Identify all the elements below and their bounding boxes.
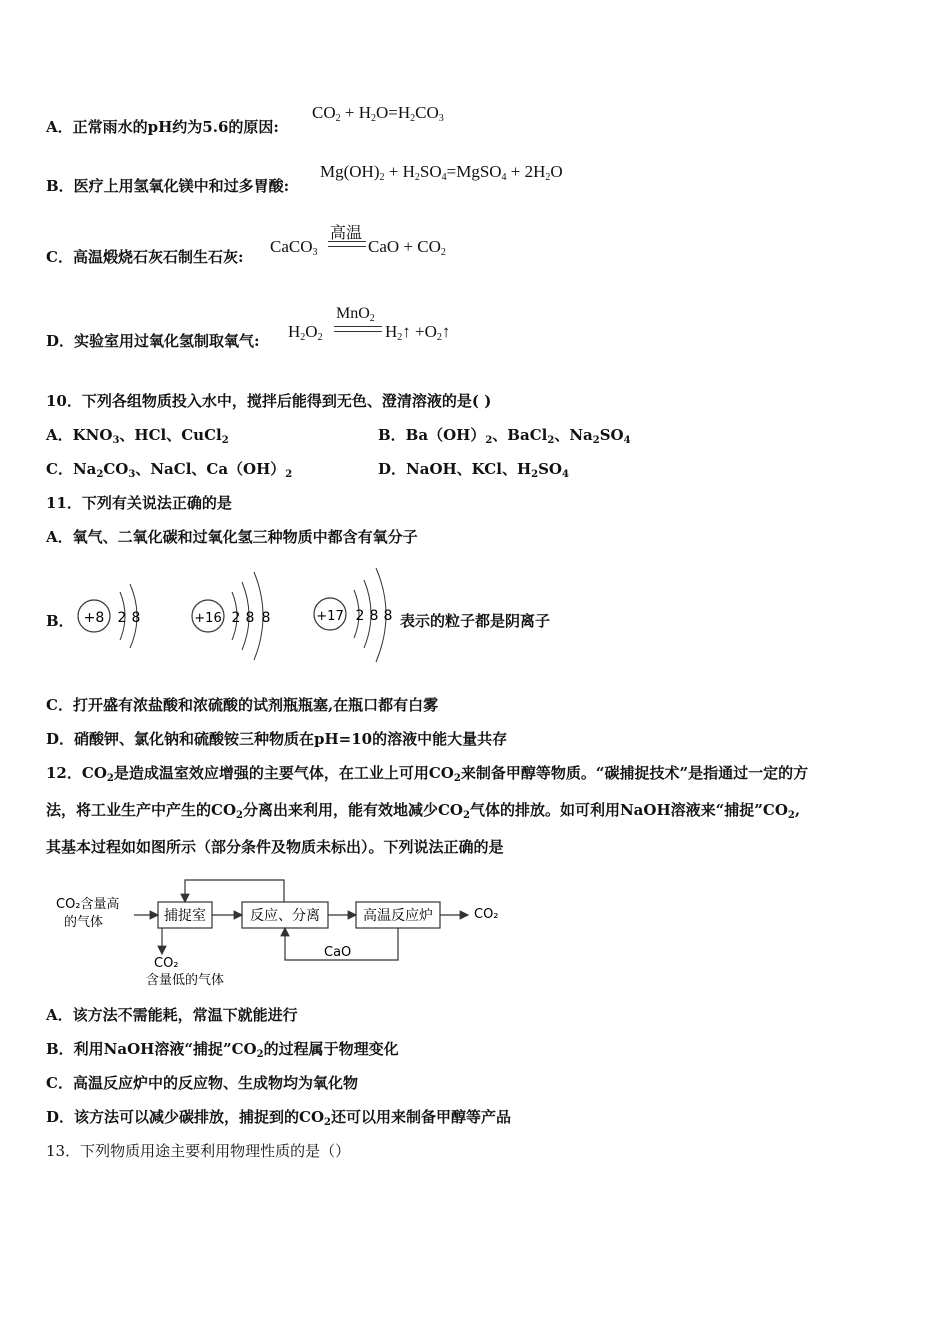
svg-text:+17: +17 — [316, 609, 344, 624]
q10-option-c: C．$Na_2CO_3$、NaCl、$Ca(OH)_2$ — [46, 460, 293, 480]
svg-text:2: 2 — [355, 608, 365, 624]
flow-output: CO₂ — [474, 907, 499, 922]
q9-option-c — [46, 246, 243, 267]
svg-text:8: 8 — [261, 610, 271, 626]
q9-option-d-equals — [334, 326, 382, 332]
q11-option-b-label: B． — [46, 612, 74, 630]
flow-input-line1: CO₂含量高 — [56, 897, 120, 912]
q9-option-c-equals — [328, 241, 366, 247]
q11-option-b-suffix: 表示的粒子都是阴离子 — [400, 612, 551, 630]
atom-oxygen-ion — [78, 576, 146, 656]
q11-option-d: D．硝酸钾、氯化钠和硫酸铵三种物质在pH=10的溶液中能大量共存 — [46, 730, 508, 748]
svg-text:8: 8 — [383, 608, 393, 624]
q11-stem: 11．下列有关说法正确的是 — [46, 494, 232, 512]
q12-stem-line2: 法，将工业生产中产生的$CO_2$分离出来利用，能有效地减少$CO_2$气体的排放。如可利用NaOH溶液来“捕捉$”CO_2$, — [46, 801, 801, 821]
flow-bottom-line1: CO₂ — [154, 956, 179, 971]
svg-text:反应、分离: 反应、分离 — [250, 908, 320, 924]
q12-stem-line1: 12．$CO_2$是造成温室效应增强的主要气体，在工业上可用$CO_2$来制备甲醇等物质。“碳捕捉技术”是指通过一定的方 — [46, 764, 809, 784]
q10-option-b: B．$Ba(OH)_2$、BaCl$_2$、$Na_2SO_4$ — [378, 426, 631, 446]
q9-option-d-condition: MnO$_2$ — [336, 305, 375, 324]
q9-option-b-equation: $Mg(OH)_2$ + $H_2SO_4=MgSO_4 + 2H_2O$ — [320, 162, 563, 183]
q9-option-c-label: C．高温煅烧石灰石制生石灰: — [46, 248, 244, 266]
flow-input-line2: 的气体 — [64, 915, 104, 930]
q12-option-a: A．该方法不需能耗，常温下就能进行 — [46, 1006, 298, 1024]
svg-text:+16: +16 — [194, 611, 222, 626]
q9-option-c-left: CaCO$_3$ — [270, 237, 318, 258]
q9-option-c-condition: 高温 — [330, 225, 363, 242]
svg-text:2: 2 — [231, 610, 241, 626]
q12-option-d: D．该方法可以减少碳排放，捕捉到的$CO_2$还可以用来制备甲醇等产品 — [46, 1108, 511, 1128]
svg-text:8: 8 — [369, 608, 379, 624]
flow-bottom-line2: 含量低的气体 — [146, 973, 225, 988]
q11-option-a: A．氧气、二氧化碳和过氧化氢三种物质中都含有氧分子 — [46, 528, 418, 546]
q12-stem-line3: 其基本过程如如图所示（部分条件及物质未标出）。下列说法正确的是 — [46, 838, 504, 856]
q10-stem: 10．下列各组物质投入水中，搅拌后能得到无色、澄清溶液的是( ) — [46, 392, 492, 410]
q9-option-d — [46, 330, 260, 351]
atom-structure-diagrams — [72, 562, 402, 672]
carbon-capture-flow-diagram — [54, 872, 514, 992]
atom-sulfur-ion — [192, 572, 270, 660]
q9-option-a — [46, 116, 279, 137]
q11-option-c: C．打开盛有浓盐酸和浓硫酸的试剂瓶瓶塞,在瓶口都有白雾 — [46, 696, 439, 714]
q10-option-d: D．NaOH、KCl、$H_2SO_4$ — [378, 460, 569, 480]
q9-option-a-equation: $CO_2 + H_2O=H_2CO_3$ — [312, 103, 444, 124]
q10-option-a: A．$KNO_3$、HCl、CuCl$_2$ — [46, 426, 229, 446]
q12-option-c: C．高温反应炉中的反应物、生成物均为氧化物 — [46, 1074, 358, 1092]
q9-option-b-label: B．医疗上用氢氧化镁中和过多胃酸: — [46, 177, 290, 195]
svg-text:2: 2 — [117, 610, 127, 626]
svg-text:8: 8 — [245, 610, 255, 626]
q9-option-c-right: CaO + $CO_2$ — [368, 237, 446, 258]
atom-chlorine-ion — [314, 568, 392, 662]
flow-cao-label: CaO — [324, 945, 352, 960]
q9-option-b — [46, 175, 289, 196]
q12-option-b: B．利用NaOH溶液“捕捉$”CO_2$的过程属于物理变化 — [46, 1040, 399, 1060]
svg-text:8: 8 — [131, 610, 141, 626]
q9-option-a-label: A．正常雨水的pH约为5.6的原因: — [46, 118, 279, 136]
q13-stem: 13．下列物质用途主要利用物理性质的是（） — [46, 1142, 351, 1160]
q9-option-d-right: $H_2↑$ $+O_2↑$ — [385, 322, 451, 343]
svg-text:+8: +8 — [83, 610, 105, 626]
svg-text:高温反应炉: 高温反应炉 — [363, 908, 433, 924]
svg-text:捕捉室: 捕捉室 — [164, 908, 206, 924]
q9-option-d-left: $H_2O_2$ — [288, 322, 323, 343]
q9-option-d-label: D．实验室用过氧化氢制取氧气: — [46, 332, 260, 350]
